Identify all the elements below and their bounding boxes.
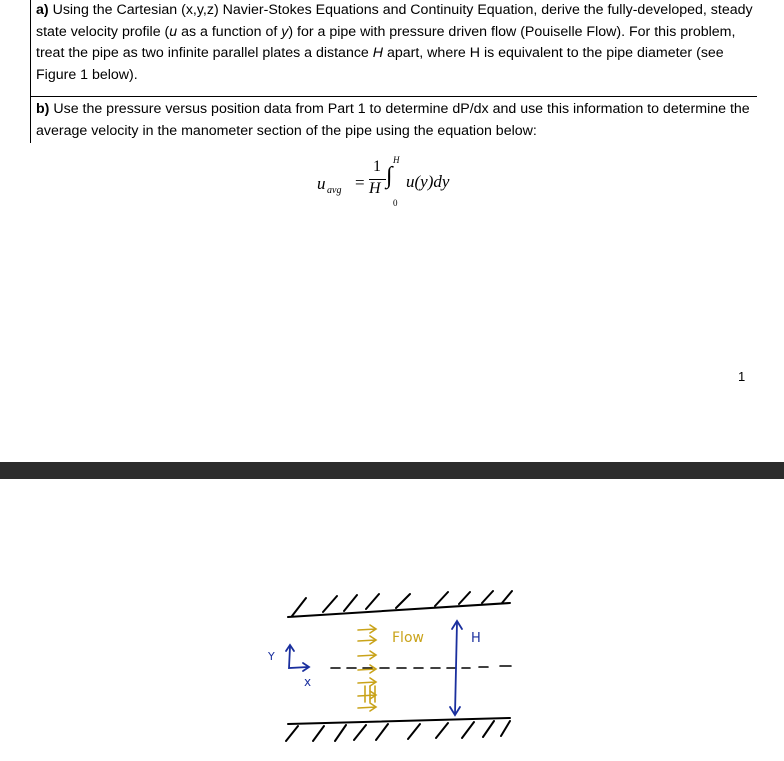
left-border: [30, 0, 31, 97]
eq-equals: =: [355, 173, 365, 192]
centerline-dashed: [331, 666, 511, 668]
eq-integral-sign: ∫: [386, 163, 393, 189]
eq-denominator: H: [369, 180, 381, 197]
figure-page: [0, 479, 784, 756]
average-velocity-equation: [317, 155, 487, 212]
part-b-paragraph: [36, 99, 761, 142]
part-b-text: Use the pressure versus position data from Part 1 to determine dP/dx and use this information to determine the average velocity in the manometer section of the pipe using the equation below:: [36, 101, 750, 139]
top-plate: [288, 591, 512, 617]
eq-numerator: 1: [373, 158, 381, 175]
y-axis-label: Y: [268, 650, 275, 663]
eq-upper-limit: H: [393, 155, 400, 165]
eq-lower-limit: 0: [393, 198, 398, 208]
bottom-plate: [286, 718, 510, 741]
part-a-text-2: as a function of: [177, 23, 282, 40]
eq-subscript: avg: [327, 185, 342, 196]
eq-u: u: [317, 174, 326, 193]
left-border-b: [30, 97, 31, 143]
flow-label: Flow: [392, 630, 424, 646]
part-a-var-y: y: [281, 23, 289, 40]
h-label: H: [471, 631, 481, 646]
page-number: 1: [738, 369, 746, 384]
box-a-bottom-border: [30, 96, 757, 97]
x-axis-label: x: [304, 675, 312, 689]
part-a-text-4: apart, where H is equivalent to the pipe diameter (see Figure 1 below).: [36, 45, 724, 83]
part-a-paragraph: [36, 0, 761, 86]
part-a-label: a): [36, 2, 49, 18]
part-b-label: b): [36, 101, 50, 117]
part-a-text-3: ) for a pipe with pressure driven flow (Pouiselle Flow). For this problem, treat the pipe as two infinite parallel plates a distance: [36, 23, 736, 61]
part-a-var-u: u: [169, 23, 178, 40]
figure-1-diagram: [0, 479, 784, 756]
page-divider: [0, 462, 784, 479]
eq-integrand: u(y)dy: [406, 172, 450, 191]
coordinate-axes-icon: [286, 645, 309, 671]
part-a-text-1: Using the Cartesian (x,y,z) Navier-Stokes Equations and Continuity Equation, derive the fully-developed, steady state velocity profile (: [36, 2, 753, 40]
part-a-var-H: H: [372, 45, 384, 61]
